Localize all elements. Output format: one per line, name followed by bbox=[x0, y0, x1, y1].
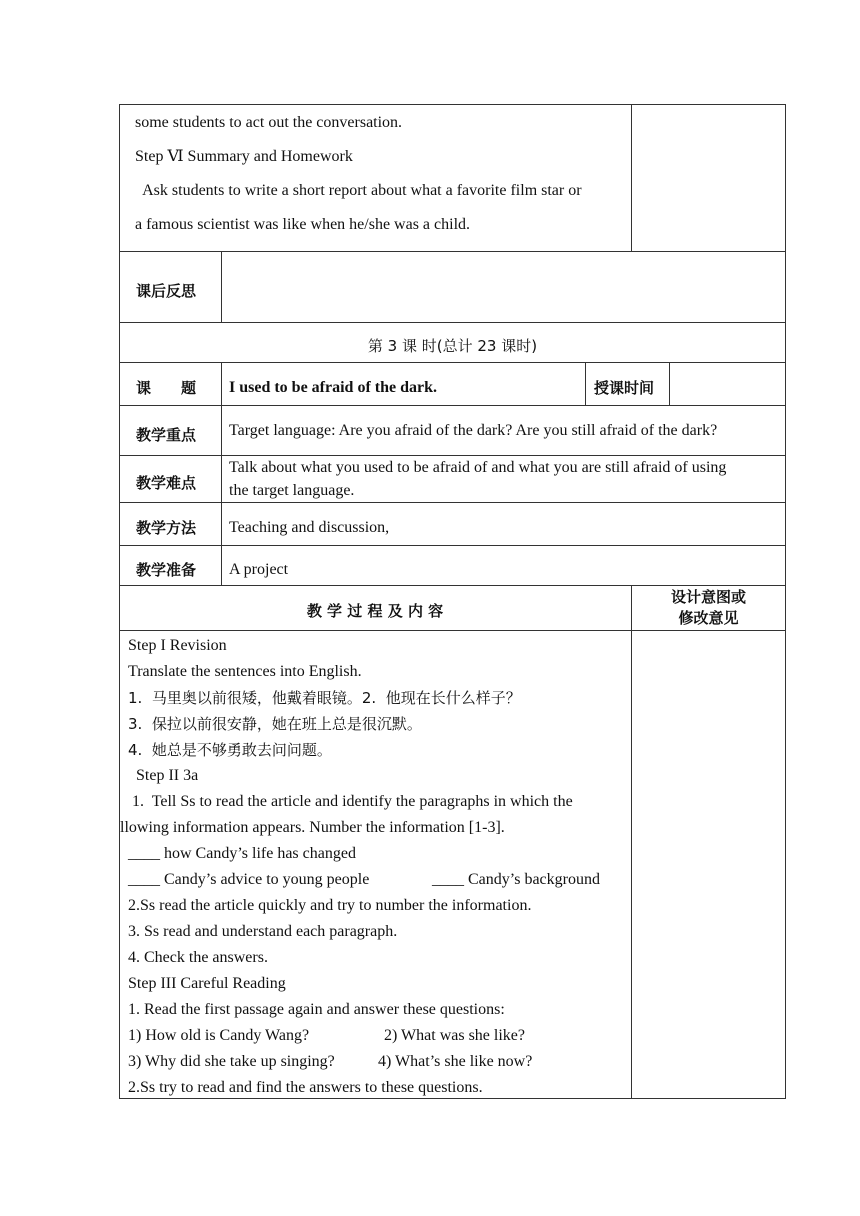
topic-value: I used to be afraid of the dark. bbox=[229, 379, 438, 396]
process-line: 3) Why did she take up singing? bbox=[128, 1053, 335, 1070]
method-value: Teaching and discussion, bbox=[229, 519, 390, 536]
process-line: llowing information appears. Number the information [1-3]. bbox=[120, 819, 505, 836]
design-header-line: 设计意图或 bbox=[670, 588, 746, 606]
process-line: 2) What was she like? bbox=[384, 1027, 525, 1044]
process-line: 3. Ss read and understand each paragraph. bbox=[128, 923, 398, 940]
process-line: 4. Check the answers. bbox=[128, 949, 268, 966]
top-line: some students to act out the conversation. bbox=[135, 114, 403, 131]
time-label: 授课时间 bbox=[594, 379, 655, 397]
top-line: a famous scientist was like when he/she was a child. bbox=[135, 216, 471, 233]
process-line: Translate the sentences into English. bbox=[128, 663, 362, 680]
design-header bbox=[631, 587, 786, 629]
difficult-points-label: 教学难点 bbox=[136, 474, 197, 492]
key-points-value: Target language: Are you afraid of the dark? Are you still afraid of the dark? bbox=[229, 422, 718, 439]
process-line: 2.Ss try to read and find the answers to these questions. bbox=[128, 1079, 483, 1096]
prep-label: 教学准备 bbox=[136, 561, 197, 579]
prep-value: A project bbox=[229, 561, 289, 578]
process-line: 1. Read the first passage again and answer these questions: bbox=[128, 1001, 505, 1018]
top-line: Ask students to write a short report about what a favorite film star or bbox=[135, 182, 582, 199]
process-line: Step I Revision bbox=[128, 637, 227, 654]
process-line: 1. Tell Ss to read the article and identify the paragraphs in which the bbox=[128, 793, 573, 810]
lesson-header: 第 3 课 时(总计 23 课时) bbox=[367, 337, 538, 355]
reflection-label: 课后反思 bbox=[136, 282, 197, 300]
process-line: 1. 马里奥以前很矮，他戴着眼镜。2. 他现在长什么样子？ bbox=[128, 689, 521, 707]
top-line: Step Ⅵ Summary and Homework bbox=[135, 148, 353, 165]
difficult-points-value: the target language. bbox=[229, 482, 355, 499]
method-label: 教学方法 bbox=[136, 519, 197, 537]
process-line: 2.Ss read the article quickly and try to number the information. bbox=[128, 897, 532, 914]
process-line: ____ Candy’s background bbox=[432, 871, 600, 888]
process-header: 教 学 过 程 及 内 容 bbox=[306, 602, 444, 620]
design-header-line: 修改意见 bbox=[678, 609, 739, 627]
key-points-label: 教学重点 bbox=[136, 426, 197, 444]
process-line: 3. 保拉以前很安静，她在班上总是很沉默。 bbox=[128, 715, 422, 733]
process-line: Step II 3a bbox=[128, 767, 199, 784]
process-line: ____ Candy’s advice to young people bbox=[128, 871, 370, 888]
process-line: 4. 她总是不够勇敢去问问题。 bbox=[128, 741, 332, 759]
process-line: ____ how Candy’s life has changed bbox=[128, 845, 356, 862]
process-line: Step III Careful Reading bbox=[128, 975, 286, 992]
difficult-points-value: Talk about what you used to be afraid of and what you are still afraid of using bbox=[229, 459, 727, 476]
topic-label: 课 题 bbox=[136, 379, 197, 397]
process-line: 1) How old is Candy Wang? bbox=[128, 1027, 310, 1044]
process-line: 4) What’s she like now? bbox=[378, 1053, 533, 1070]
